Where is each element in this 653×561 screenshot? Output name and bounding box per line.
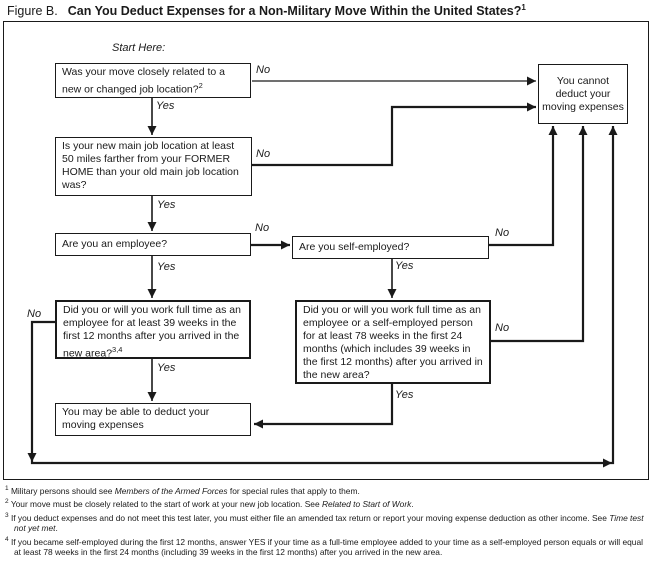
footnote-4-number: 4	[5, 535, 9, 543]
footnote-ref-2: 2	[198, 81, 203, 90]
edge-label-q6-no: No	[495, 322, 510, 334]
decision-move-job-related	[55, 63, 251, 98]
decision-are-you-employee	[55, 233, 251, 256]
decision-are-you-employee-text: Are you an employee?	[62, 238, 168, 250]
decision-78-week-test	[295, 300, 491, 384]
edge-label-q3-no: No	[255, 222, 270, 234]
footnote-1-post: for special rules that apply to them.	[227, 485, 360, 496]
footnote-2-italic: Related to Start of Work	[321, 499, 412, 510]
outcome-cannot-deduct	[538, 64, 628, 124]
edge-label-q1-yes: Yes	[156, 100, 175, 112]
footnote-3-number: 3	[5, 511, 9, 519]
decision-50-mile-test-text: Is your new main job location at least 50 miles farther from your FORMER HOME than your old main job location was?	[62, 140, 239, 191]
edge-label-q1-no: No	[256, 64, 271, 76]
edge-label-q4-no: No	[495, 227, 510, 239]
decision-39-week-test	[55, 300, 251, 359]
edge-label-q2-no: No	[256, 148, 271, 160]
start-here-label: Start Here:	[112, 42, 166, 54]
decision-50-mile-test	[55, 137, 252, 196]
decision-self-employed-text: Are you self-employed?	[299, 241, 410, 253]
footnote-4	[5, 535, 650, 558]
edge-label-q2-yes: Yes	[157, 199, 176, 211]
edge-label-q4-yes: Yes	[395, 260, 414, 272]
figure-title-footnote-ref: 1	[521, 3, 526, 12]
outcome-may-deduct-text: You may be able to deduct your moving expenses	[62, 406, 210, 431]
outcome-may-deduct	[55, 403, 251, 436]
edge-label-q6-yes: Yes	[395, 389, 414, 401]
decision-39-week-test-text: Did you or will you work full time as an employee for at least 39 weeks in the first 12 months after you arrived in the new area?	[63, 304, 241, 360]
figure-title-text: Can You Deduct Expenses for a Non-Military Move Within the United States?	[67, 4, 522, 19]
footnote-3-italic: Time test not yet met	[14, 512, 644, 534]
footnote-2-number: 2	[5, 498, 9, 506]
edge-label-q5-yes: Yes	[157, 362, 176, 374]
edge-label-q3-yes: Yes	[157, 261, 176, 273]
footnote-1-italic: Members of the Armed Forces	[114, 485, 228, 496]
footnote-2-post: .	[411, 499, 414, 510]
footnotes	[5, 484, 650, 559]
decision-self-employed	[292, 236, 489, 259]
footnote-4-text: If you became self-employed during the first 12 months, answer YES if your time as a full-time employee added to your time as a self-employed person equals or will equal at least 78 weeks in the first 24 months (including 39 weeks in the first 12 months) after you arrived in the new area.	[10, 536, 643, 558]
outcome-cannot-deduct-text: You cannot deduct your moving expenses	[542, 74, 624, 113]
decision-78-week-test-text: Did you or will you work full time as an employee or a self-employed person for at least 78 weeks in the first 24 months (which includes 39 weeks in the first 12 months) after you arrived in the new area?	[303, 304, 483, 381]
footnote-1-number: 1	[5, 485, 9, 492]
footnote-3-post: .	[55, 523, 58, 534]
footnote-ref-3-4: 3,4	[112, 345, 123, 354]
footnote-3	[5, 511, 650, 534]
footnote-2-text: Your move must be closely related to the start of work at your new job location. See	[10, 499, 322, 510]
footnote-3-text: If you deduct expenses and do not meet this test later, you must either file an amended tax return or report your moving expense deduction as other income. See	[10, 512, 610, 523]
footnote-2	[5, 497, 650, 509]
footnote-1	[5, 484, 650, 496]
figure-label: Figure B.	[7, 4, 58, 19]
footnote-1-text: Military persons should see	[10, 485, 115, 496]
decision-move-job-related-text: Was your move closely related to a new or changed job location?	[62, 66, 226, 96]
edge-label-q5-no: No	[27, 308, 42, 320]
figure-title	[7, 3, 526, 18]
